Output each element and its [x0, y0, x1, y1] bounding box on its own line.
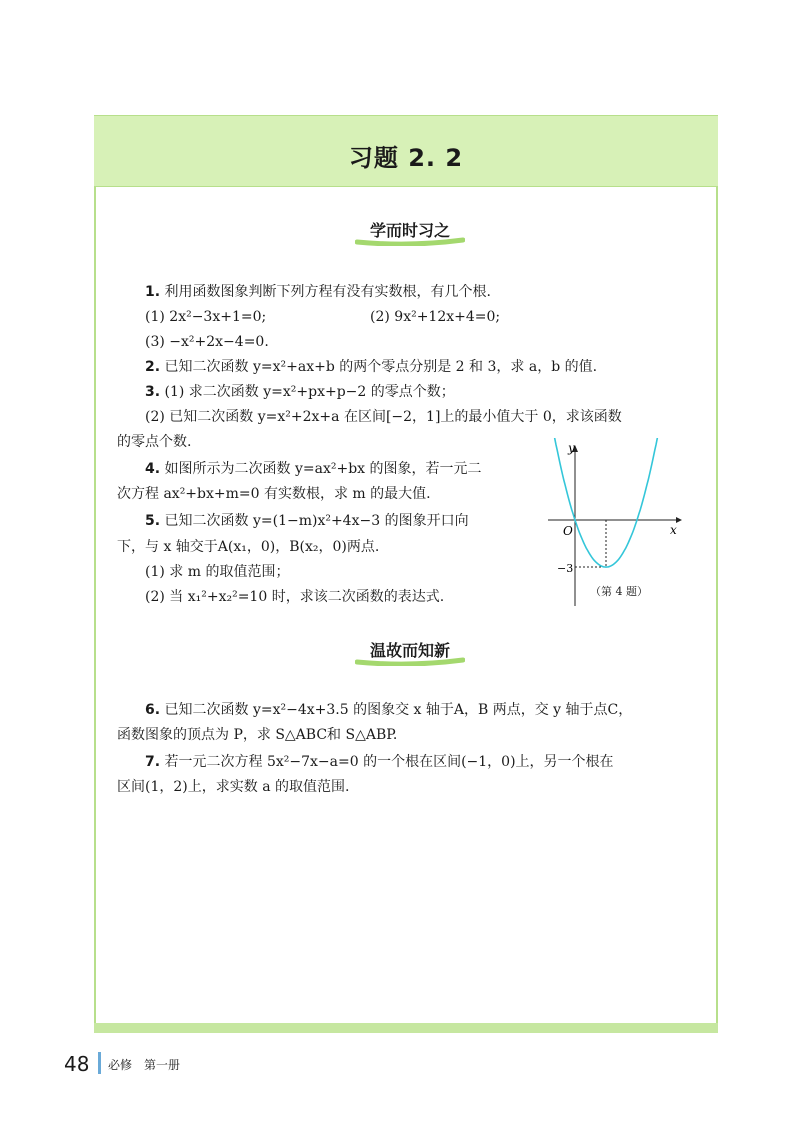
page-accent-bar: [98, 1052, 101, 1074]
section-underline-review: [355, 656, 465, 666]
problem-3-part-a: [145, 382, 455, 402]
min-value-label: −3: [557, 562, 574, 575]
problem-5-line1: [145, 511, 469, 531]
page-number: 48: [64, 1052, 90, 1076]
problem-1-number: 1.: [145, 284, 161, 300]
problem-7-text: 若一元二次方程 5x²−7x−a=0 的一个根在区间(−1，0)上，另一个根在: [164, 754, 614, 770]
problem-4-number: 4.: [145, 461, 161, 477]
problem-5-text: 已知二次函数 y=(1−m)x²+4x−3 的图象开口向: [164, 513, 469, 529]
problem-1-part-a: (1) 2x²−3x+1=0;: [145, 309, 267, 325]
problem-6-line1: [145, 700, 632, 720]
problem-6-text: 已知二次函数 y=x²−4x+3.5 的图象交 x 轴于A，B 两点，交 y 轴于点C，: [164, 702, 633, 718]
book-title: 必修 第一册: [108, 1058, 181, 1072]
x-axis-label: x: [670, 523, 677, 537]
problem-3-number: 3.: [145, 384, 161, 400]
problem-3-part-b-line1: (2) 已知二次函数 y=x²+2x+a 在区间[−2，1]上的最小值大于 0，求该函数: [145, 409, 622, 425]
problem-7-line1: [145, 752, 614, 772]
problem-4-line1: [145, 459, 482, 479]
section-underline-learn: [355, 236, 465, 246]
problem-6-line2: 函数图象的顶点为 P，求 S△ABC和 S△ABP.: [117, 727, 398, 743]
problem-6-number: 6.: [145, 702, 161, 718]
problem-1-part-c: (3) −x²+2x−4=0.: [145, 334, 269, 350]
problem-3-part-a-text: (1) 求二次函数 y=x²+px+p−2 的零点个数；: [164, 384, 455, 400]
section-title-review: [355, 638, 465, 661]
section-title-learn: [355, 218, 465, 241]
problem-2: [145, 357, 597, 377]
section-title-review-text: 温故而知新: [369, 641, 450, 660]
x-axis-arrow: [676, 517, 682, 523]
problem-1-part-b: (2) 9x²+12x+4=0;: [370, 309, 501, 325]
problem-4-text: 如图所示为二次函数 y=ax²+bx 的图象，若一元二: [164, 461, 482, 477]
problem-3-part-b-line2: 的零点个数.: [117, 434, 192, 450]
problem-5-number: 5.: [145, 513, 161, 529]
problem-4-line2: 次方程 ax²+bx+m=0 有实数根，求 m 的最大值.: [117, 486, 431, 502]
y-axis-label: y: [568, 441, 575, 455]
problem-2-number: 2.: [145, 359, 161, 375]
parabola-curve: [553, 438, 658, 567]
header-band: [94, 115, 718, 187]
problem-5-line2: 下，与 x 轴交于A(x₁，0)，B(x₂，0)两点.: [117, 539, 380, 555]
problem-5-part-a: (1) 求 m 的取值范围；: [145, 564, 290, 580]
section-title-learn-text: 学而时习之: [369, 221, 450, 240]
page-title: 习题 2. 2: [348, 144, 464, 172]
problem-7-number: 7.: [145, 754, 161, 770]
problem-5-part-b: (2) 当 x₁²+x₂²=10 时，求该二次函数的表达式.: [145, 589, 445, 605]
origin-label: O: [563, 524, 573, 538]
problem-2-text: 已知二次函数 y=x²+ax+b 的两个零点分别是 2 和 3，求 a，b 的值.: [164, 359, 598, 375]
problem-1-text: 利用函数图象判断下列方程有没有实数根，有几个根.: [164, 284, 491, 300]
figure-caption: （第 4 题）: [590, 585, 648, 598]
problem-7-line2: 区间(1，2)上，求实数 a 的取值范围.: [117, 779, 350, 795]
footer-band: [94, 1023, 718, 1033]
problem-1-stem: [145, 282, 491, 302]
